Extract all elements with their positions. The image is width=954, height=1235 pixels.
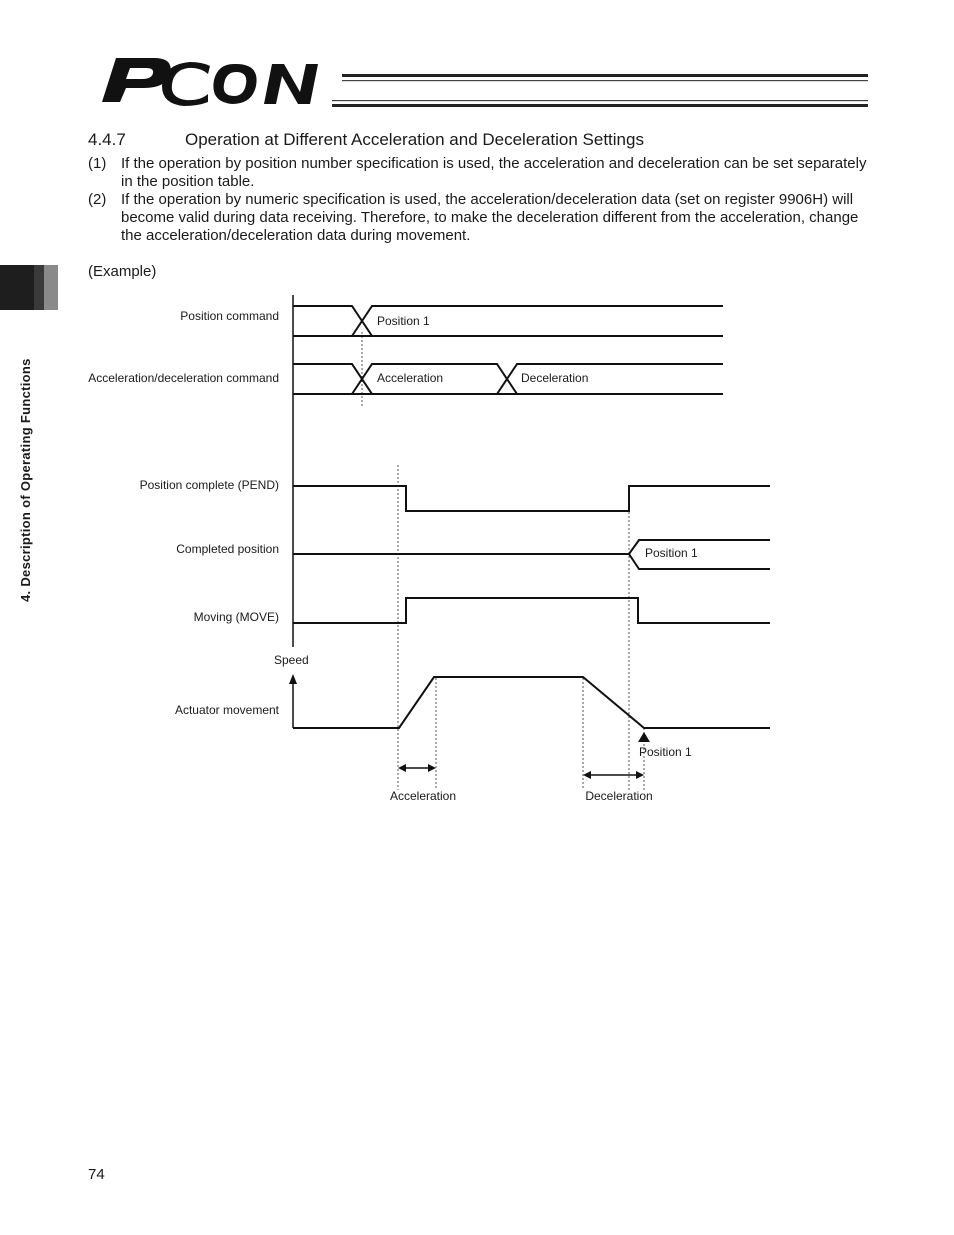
list-item-index: (1) [88, 155, 107, 172]
value-position-command: Position 1 [377, 314, 430, 328]
signal-actuator-speed [293, 677, 770, 728]
signal-position-command [293, 306, 723, 336]
list-item-index: (2) [88, 191, 107, 208]
section-title: Operation at Different Acceleration and Deceleration Settings [185, 130, 644, 149]
accel-arrow-right-icon [428, 764, 436, 772]
example-label: (Example) [88, 263, 157, 280]
header-rule-top-2 [342, 80, 868, 81]
section-number: 4.4.7 [88, 130, 126, 149]
target-marker-icon [638, 732, 650, 742]
header-rule-bottom-1 [332, 100, 868, 101]
chapter-tab-block-dark [0, 265, 34, 310]
label-position-command: Position command [180, 309, 279, 323]
label-move: Moving (MOVE) [193, 610, 279, 624]
list-item-text: If the operation by numeric specification is used, the acceleration/deceleration data (set on register 9906H) will become valid during data receiving. Therefore, to make the deceleration different from the acceleration, change the acceleration/deceleration data during movement. [121, 191, 859, 244]
list-item [88, 191, 888, 245]
label-accel-decel-command: Acceleration/deceleration command [88, 371, 279, 385]
header-rule-top-1 [342, 74, 868, 77]
list-item [88, 155, 888, 191]
list-item-text: If the operation by position number specification is used, the acceleration and deceleration can be set separately in the position table. [121, 155, 867, 190]
side-chapter-label: 4. Description of Operating Functions [18, 358, 33, 602]
accel-arrow-left-icon [398, 764, 406, 772]
label-pend: Position complete (PEND) [139, 478, 279, 492]
label-decel-interval: Deceleration [585, 789, 653, 803]
label-target-position: Position 1 [639, 745, 692, 759]
decel-arrow-right-icon [636, 771, 644, 779]
signal-pend [293, 486, 770, 511]
timing-diagram [70, 290, 780, 810]
value-completed-position: Position 1 [645, 546, 698, 560]
label-accel-interval: Acceleration [389, 789, 457, 803]
chapter-tab-block-mid [34, 265, 44, 310]
header-rule-bottom-2 [332, 104, 868, 107]
pcon-logo-lettering [102, 58, 318, 106]
value-deceleration: Deceleration [521, 371, 589, 385]
label-completed-position: Completed position [176, 542, 279, 556]
chapter-tab [0, 265, 58, 310]
decel-arrow-left-icon [583, 771, 591, 779]
signal-completed-position [293, 540, 770, 569]
speed-arrow-icon [289, 674, 297, 684]
label-speed: Speed [274, 653, 309, 667]
signal-accel-decel-command [293, 364, 723, 394]
label-actuator-movement: Actuator movement [174, 703, 279, 717]
page-number: 74 [88, 1166, 105, 1183]
signal-move [293, 598, 770, 623]
value-acceleration: Acceleration [377, 371, 444, 385]
chapter-tab-block-light [44, 265, 58, 310]
section-heading [88, 130, 644, 150]
pcon-logo [96, 54, 876, 110]
